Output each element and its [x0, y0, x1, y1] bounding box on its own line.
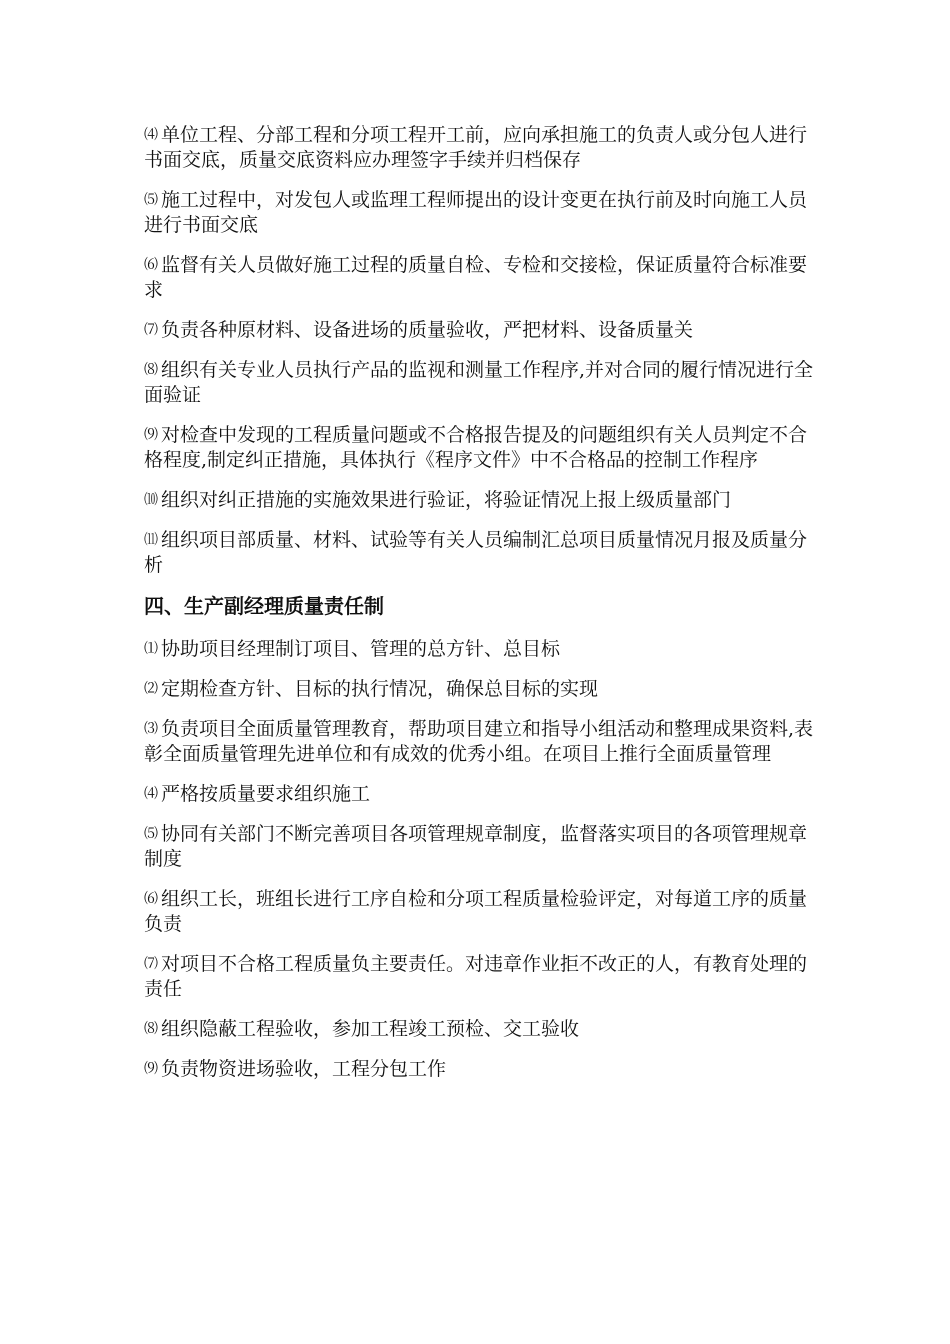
item-text: 负责项目全面质量管理教育，帮助项目建立和指导小组活动和整理成果资料,表彰全面质量管理先进单位和有成效的优秀小组。在项目上推行全面质量管理: [144, 718, 814, 765]
item-text: 单位工程、分部工程和分项工程开工前，应向承担施工的负责人或分包人进行书面交底，质量交底资料应办理签字手续并归档保存: [144, 124, 808, 171]
list-item: [144, 887, 814, 937]
list-item: [144, 637, 814, 662]
item-number: ⑹: [144, 257, 158, 273]
list-item: [144, 318, 814, 343]
section-b-list: [144, 637, 814, 1082]
item-number: ⑷: [144, 786, 158, 802]
list-item: [144, 677, 814, 702]
item-text: 定期检查方针、目标的执行情况，确保总目标的实现: [161, 678, 599, 700]
section-a-list: [144, 123, 814, 578]
section-heading: 四、生产副经理质量责任制: [144, 594, 384, 618]
item-number: ⑻: [144, 362, 158, 378]
list-item: [144, 952, 814, 1002]
item-number: ⑷: [144, 127, 158, 143]
list-item: [144, 423, 814, 473]
list-item: [144, 358, 814, 408]
item-text: 协同有关部门不断完善项目各项管理规章制度，监督落实项目的各项管理规章制度: [144, 823, 808, 870]
item-text: 组织隐蔽工程验收，参加工程竣工预检、交工验收: [161, 1018, 580, 1040]
item-number: ⑺: [144, 956, 158, 972]
list-item: [144, 717, 814, 767]
item-number: ⑺: [144, 322, 158, 338]
list-item: [144, 253, 814, 303]
item-number: ⑸: [144, 192, 158, 208]
item-number: ⑾: [144, 532, 158, 548]
list-item: [144, 782, 814, 807]
list-item: [144, 1017, 814, 1042]
item-number: ⑹: [144, 891, 158, 907]
list-item: [144, 528, 814, 578]
item-number: ⑻: [144, 1021, 158, 1037]
item-number: ⑼: [144, 427, 158, 443]
item-text: 组织工长，班组长进行工序自检和分项工程质量检验评定，对每道工序的质量负责: [144, 888, 808, 935]
item-number: ⑵: [144, 681, 158, 697]
list-item: [144, 188, 814, 238]
item-text: 协助项目经理制订项目、管理的总方针、总目标: [161, 638, 561, 660]
item-text: 严格按质量要求组织施工: [161, 783, 371, 805]
item-number: ⑴: [144, 641, 158, 657]
item-text: 负责物资进场验收，工程分包工作: [161, 1058, 447, 1080]
item-text: 对项目不合格工程质量负主要责任。对违章作业拒不改正的人，有教育处理的责任: [144, 953, 808, 1000]
item-text: 对检查中发现的工程质量问题或不合格报告提及的问题组织有关人员判定不合格程度,制定纠正措施，具体执行《程序文件》中不合格品的控制工作程序: [144, 424, 808, 471]
item-text: 组织对纠正措施的实施效果进行验证，将验证情况上报上级质量部门: [161, 489, 732, 511]
list-item: [144, 123, 814, 173]
list-item: [144, 1057, 814, 1082]
item-text: 负责各种原材料、设备进场的质量验收，严把材料、设备质量关: [161, 319, 694, 341]
list-item: [144, 822, 814, 872]
item-text: 组织有关专业人员执行产品的监视和测量工作程序,并对合同的履行情况进行全面验证: [144, 359, 814, 406]
item-number: ⑸: [144, 826, 158, 842]
item-number: ⑶: [144, 721, 158, 737]
item-number: ⑽: [144, 492, 158, 508]
item-number: ⑼: [144, 1061, 158, 1077]
document-page: [144, 123, 814, 1097]
item-text: 施工过程中，对发包人或监理工程师提出的设计变更在执行前及时向施工人员进行书面交底: [144, 189, 808, 236]
item-text: 监督有关人员做好施工过程的质量自检、专检和交接检，保证质量符合标准要求: [144, 254, 808, 301]
list-item: [144, 488, 814, 513]
item-text: 组织项目部质量、材料、试验等有关人员编制汇总项目质量情况月报及质量分析: [144, 529, 808, 576]
